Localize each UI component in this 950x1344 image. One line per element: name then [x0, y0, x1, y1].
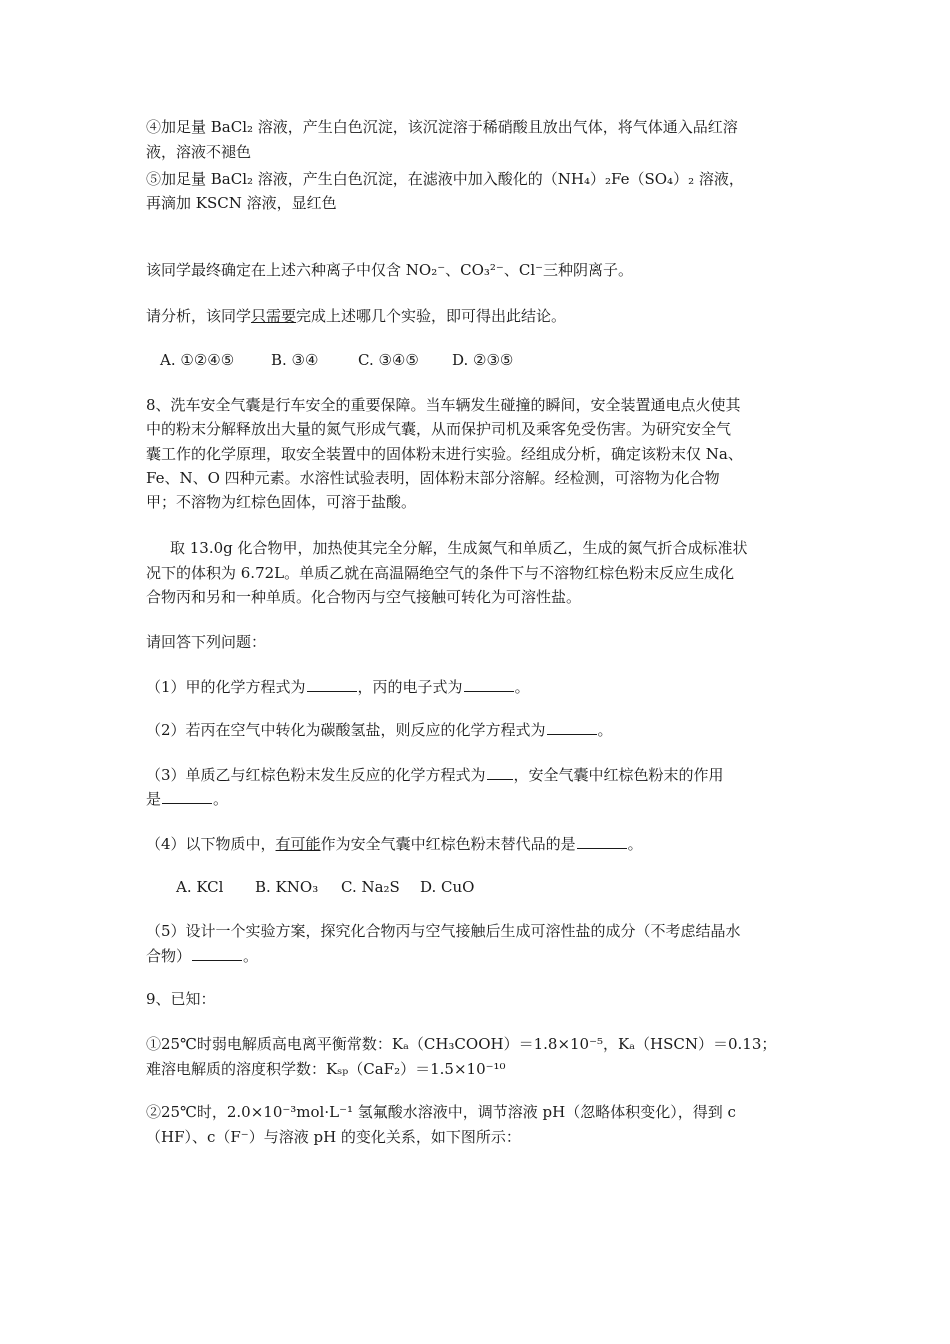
q8-sub3-line2-c: 。	[213, 790, 229, 808]
answer-blank-5	[192, 944, 242, 961]
item5-line1: ⑤加足量 BaCl₂ 溶液，产生白色沉淀，在滤液中加入酸化的（NH₄）₂Fe（SO₄）₂ 溶液，	[146, 170, 744, 188]
q8-p2-line1: 取 13.0g 化合物甲，加热使其完全分解，生成氮气和单质乙，生成的氮气折合成标准状	[170, 539, 748, 557]
answer-blank-3a	[487, 763, 513, 780]
q8-sub3-text-b: ，安全气囊中红棕色粉末的作用	[513, 766, 724, 784]
answer-blank-1b	[464, 675, 514, 692]
q7-question-emphasis: 只需要	[251, 307, 297, 325]
q8-sub2	[146, 718, 613, 741]
item4-line1: ④加足量 BaCl₂ 溶液，产生白色沉淀，该沉淀溶于稀硝酸且放出气体，将气体通入品红溶	[146, 118, 738, 136]
q8-p2-line3: 合物丙和另和一种单质。化合物丙与空气接触可转化为可溶性盐。	[146, 588, 582, 606]
q8-sub1-text-b: ，丙的电子式为	[357, 678, 463, 696]
item4-line2: 液，溶液不褪色	[146, 143, 252, 161]
q8-p1-line2: 中的粉末分解释放出大量的氮气形成气囊，从而保护司机及乘客免受伤害。为研究安全气	[146, 420, 732, 438]
q8-sub1	[146, 675, 530, 698]
q9-k2-line2: （HF）、c（F⁻）与溶液 pH 的变化关系，如下图所示：	[146, 1128, 521, 1146]
q8-sub4-option-c: C. Na₂S	[341, 878, 400, 896]
q8-sub4-option-b: B. KNO₃	[255, 878, 319, 896]
q9-k2-line1: ②25℃时，2.0×10⁻³mol·L⁻¹ 氢氟酸水溶液中，调节溶液 pH（忽略体积变化），得到 c	[146, 1103, 736, 1121]
q8-sub4-text-a: （4）以下物质中，	[146, 835, 276, 853]
q8-sub3-text-a: （3）单质乙与红棕色粉末发生反应的化学方程式为	[146, 766, 486, 784]
q8-sub3-line2	[146, 787, 228, 810]
answer-blank-3b	[162, 787, 212, 804]
q8-sub2-text-a: （2）若丙在空气中转化为碳酸氢盐，则反应的化学方程式为	[146, 721, 546, 739]
q8-sub1-text-a: （1）甲的化学方程式为	[146, 678, 306, 696]
q7-conclusion: 该同学最终确定在上述六种离子中仅含 NO₂⁻、CO₃²⁻、Cl⁻三种阴离子。	[146, 261, 634, 279]
q8-sub4	[146, 832, 643, 855]
q8-sub1-text-c: 。	[514, 678, 530, 696]
q8-p1-line4: Fe、N、O 四种元素。水溶性试验表明，固体粉末部分溶解。经检测，可溶物为化合物	[146, 469, 720, 487]
q7-question-post: 完成上述哪几个实验，即可得出此结论。	[296, 307, 567, 325]
q8-sub5-line2-a: 合物）	[146, 947, 192, 965]
q8-prompt: 请回答下列问题：	[146, 633, 267, 651]
q8-p1-line1: 8、洗车安全气囊是行车安全的重要保障。当车辆发生碰撞的瞬间，安全装置通电点火使其	[146, 396, 741, 414]
q8-sub5-line2	[146, 944, 258, 967]
q8-sub2-text-c: 。	[597, 721, 613, 739]
q8-sub4-option-a: A. KCl	[176, 878, 224, 896]
item5-line2: 再滴加 KSCN 溶液，显红色	[146, 194, 337, 212]
q8-sub3-line2-a: 是	[146, 790, 162, 808]
q7-option-d: D. ②③⑤	[452, 351, 514, 369]
q7-option-a: A. ①②④⑤	[160, 351, 235, 369]
q7-option-c: C. ③④⑤	[358, 351, 419, 369]
q7-question	[146, 305, 566, 327]
q8-p1-line3: 囊工作的化学原理，取安全装置中的固体粉末进行实验。经组成分析，确定该粉末仅 Na、	[146, 445, 743, 463]
q8-sub3-line1	[146, 763, 724, 786]
q8-p2-line2: 况下的体积为 6.72L。单质乙就在高温隔绝空气的条件下与不溶物红棕色粉末反应生成化	[146, 564, 735, 582]
q7-option-b: B. ③④	[271, 351, 319, 369]
q8-p1-line5: 甲；不溶物为红棕色固体，可溶于盐酸。	[146, 493, 417, 511]
q8-sub4-text-c: 。	[627, 835, 643, 853]
q8-sub4-option-d: D. CuO	[420, 878, 475, 896]
q7-question-pre: 请分析，该同学	[146, 307, 252, 325]
q9-k1-line1: ①25℃时弱电解质高电离平衡常数：Kₐ（CH₃COOH）＝1.8×10⁻⁵，Kₐ（HSCN）＝0.13；	[146, 1035, 777, 1053]
answer-blank-4	[577, 832, 627, 849]
q9-k1-line2: 难溶电解质的溶度积学数：Kₛₚ（CaF₂）＝1.5×10⁻¹⁰	[146, 1060, 506, 1078]
answer-blank-2	[547, 718, 597, 735]
q8-sub5-line2-c: 。	[243, 947, 259, 965]
q9-title: 9、已知：	[146, 990, 216, 1008]
q8-sub4-text-b: 作为安全气囊中红棕色粉末替代品的是	[320, 835, 576, 853]
answer-blank-1a	[307, 675, 357, 692]
q8-sub5-line1: （5）设计一个实验方案，探究化合物丙与空气接触后生成可溶性盐的成分（不考虑结晶水	[146, 922, 741, 940]
q8-sub4-emphasis: 有可能	[275, 835, 321, 853]
